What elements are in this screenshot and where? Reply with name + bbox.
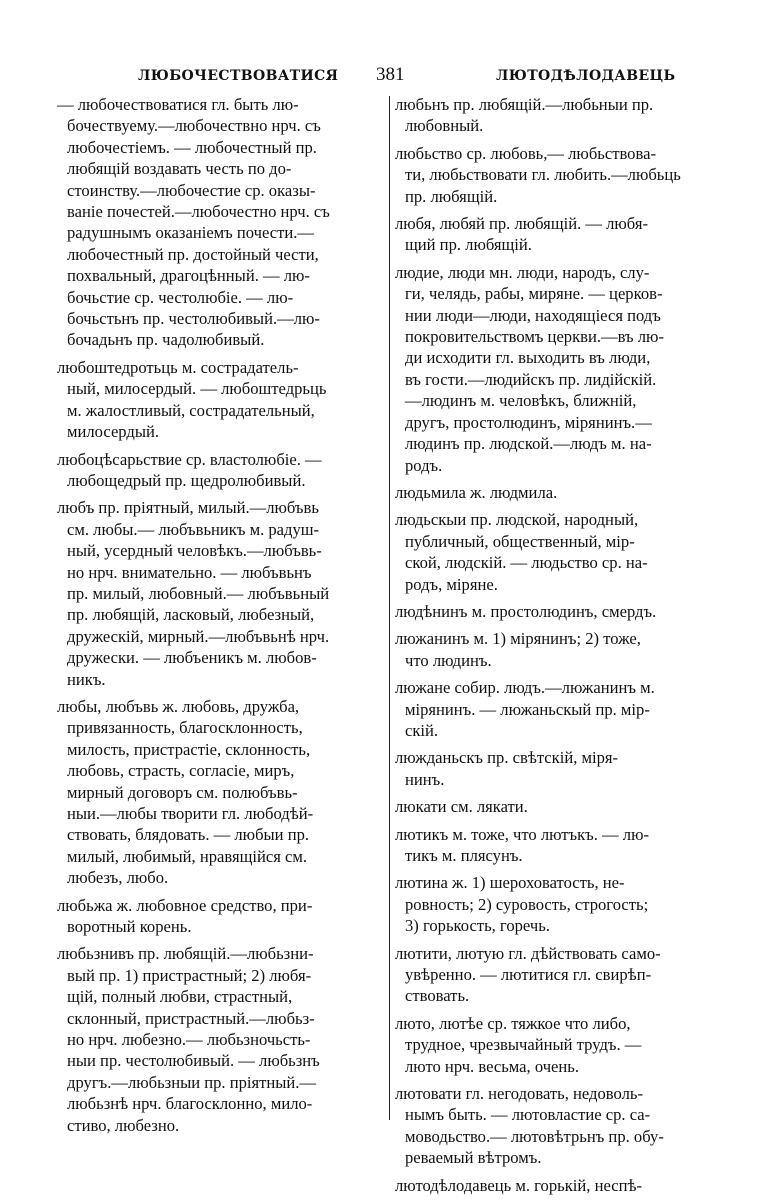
entry-line: другъ.—любьзныи пр. пріятный.— [67,1072,317,1092]
entry-line: людьмила ж. людмила. [395,482,558,502]
entry-line: бочьстьнъ пр. честолюбивый.—лю- [67,309,320,329]
dictionary-entry [395,824,721,867]
entry-line: ваніе почестей.—любочестно нрч. съ [67,202,330,222]
entry-line: лютити, лютую гл. дѣйствовать само- [395,943,661,963]
entry-line: ныи.—любы творити гл. любодѣй- [67,804,314,823]
entry-line: люкати см. лякати. [395,797,528,817]
dictionary-entry [395,1013,721,1077]
left-column [57,94,382,1142]
dictionary-entry [57,895,382,938]
entry-line: ди исходити гл. выходить въ люди, [405,348,651,368]
entry-line: людьскыи пр. людской, народный, [395,510,639,530]
entry-line: люжане собир. людъ.—люжанинъ м. [395,678,655,698]
entry-line: лютовати гл. негодовать, недоволь- [395,1084,643,1104]
entry-line: пр. милый, любовный.— любъвьный [67,583,330,603]
dictionary-entry [395,1083,721,1169]
dictionary-entry [395,143,721,207]
entry-line: — любочествоватися гл. быть лю- [57,95,299,114]
entry-line: мірянинъ. — люжаньскый пр. мір- [405,699,650,719]
entry-line: ный, милосердый. — любоштедрьць [67,379,327,399]
entry-line: ской, людскій. — людьство ср. на- [405,553,648,573]
dictionary-entry [395,677,721,741]
entry-line: нымъ быть. — лютовластие ср. са- [405,1105,651,1125]
entry-line: дружески. — любъеникъ м. любов- [67,648,317,668]
entry-line: родъ. [405,455,443,475]
entry-line: любовный. [405,116,484,136]
entry-line: любьзнѣ нрч. благосклонно, мило- [67,1094,313,1114]
dictionary-entry [57,357,382,443]
entry-line: ствовать. [405,986,470,1006]
entry-line: реваемый вѣтромъ. [405,1148,542,1168]
entry-line: похвальный, драгоцѣнный. — лю- [67,266,310,286]
entry-line: милый, любимый, нравящійся см. [67,846,308,866]
entry-line: пр. любящій, ласковый, любезный, [67,605,315,625]
entry-line: пр. любящій. [405,186,498,206]
entry-line: милость, пристрастіе, склонность, [67,739,311,759]
dictionary-entry [395,94,721,137]
entry-line: лютодѣлодавець м. горькій, неспѣ- [395,1175,643,1195]
entry-line: любьство ср. любовь,— любьствова- [395,143,656,163]
dictionary-entry [395,796,721,817]
entry-line: любовь, страсть, согласіе, миръ, [67,761,295,781]
entry-line: любоцѣсарьствие ср. властолюбіе. — [57,449,322,469]
entry-line: воротный корень. [67,917,192,937]
entry-line: ровность; 2) суровость, строгость; [405,894,649,914]
entry-line: ствовать, блядовать. — любыи пр. [67,825,310,845]
page-header [56,62,716,90]
entry-line: нинъ. [405,769,445,789]
entry-line: нии люди—люди, находящіеся подъ [405,305,661,325]
entry-line: людинъ пр. людской.—людъ м. на- [405,434,652,454]
entry-line: —людинъ м. человѣкъ, ближній, [405,391,637,411]
entry-line: любьжа ж. любовное средство, при- [57,895,313,915]
entry-line: людѣнинъ м. простолюдинъ, смердъ. [395,601,657,621]
entry-line: никъ. [67,669,106,689]
entry-line: родъ, міряне. [405,574,498,594]
entry-line: 3) горькость, горечь. [405,916,550,936]
dictionary-entry [395,1175,721,1196]
dictionary-entry [395,872,721,936]
left-running-head: ЛЮБОЧЕСТВОВАТИСЯ [138,68,339,84]
entry-line: любезъ, любо. [67,868,169,888]
page-number: 381 [376,64,405,85]
entry-line: привязанность, благосклонность, [67,718,303,738]
entry-line: люжанинъ м. 1) мірянинъ; 2) тоже, [395,629,641,649]
entry-line: ти, любьствовати гл. любить.—любьць [405,165,681,185]
entry-line: склонный, пристрастный.—любьз- [67,1008,315,1028]
entry-line: м. жалостливый, сострадательный, [67,400,315,420]
entry-line: щий пр. любящій. [405,235,532,255]
dictionary-entry [395,213,721,256]
column-divider [389,96,390,1120]
entry-line: любочестный пр. достойный чести, [67,244,319,264]
entry-line: тикъ м. плясунъ. [405,846,523,865]
entry-line: лютикъ м. тоже, что лютъкъ. — лю- [395,824,650,844]
dictionary-entry [395,482,721,503]
entry-line: увѣренно. — лютитися гл. свирѣп- [405,965,652,985]
entry-line: бочьстие ср. честолюбіе. — лю- [67,287,294,307]
entry-line: дружескій, мирный.—любъвьнѣ нрч. [67,626,330,646]
entry-line: моводьство.— лютовѣтрьнъ пр. обу- [405,1126,664,1146]
entry-line: любочестіемъ. — любочестный пр. [67,137,317,157]
entry-line: но нрч. любезно.— любьзночьсть- [67,1030,311,1050]
entry-line: покровительствомъ церкви.—въ лю- [405,327,664,347]
right-running-head: ЛЮТОДѢЛОДАВЕЦЬ [496,68,676,84]
entry-line: радушнымъ оказаніемъ почести.— [67,223,315,243]
entry-line: ги, челядь, рабы, миряне. — церков- [405,284,663,304]
entry-line: трудное, чрезвычайный трудъ. — [405,1035,642,1055]
dictionary-entry [57,449,382,492]
entry-line: любъ пр. пріятный, милый.—любъвь [57,498,319,518]
entry-line: вый пр. 1) пристрастный; 2) любя- [67,965,312,985]
entry-line: но нрч. внимательно. — любъвьнъ [67,562,312,582]
entry-line: люто нрч. весьма, очень. [405,1056,580,1076]
entry-line: стиво, любезно. [67,1115,180,1135]
entry-line: любьзнивъ пр. любящій.—любьзни- [57,944,314,964]
entry-line: мирный договоръ см. полюбъвь- [67,782,298,802]
entry-line: любощедрый пр. щедролюбивый. [67,470,306,490]
dictionary-entry [57,696,382,889]
dictionary-entry [57,94,382,351]
entry-line: милосердый. [67,422,160,442]
entry-line: люто, лютѣе ср. тяжкое что либо, [395,1013,631,1033]
entry-line: любоштедротьць м. сострадатель- [57,357,299,377]
entry-line: ный, усердный человѣкъ.—любъвь- [67,541,322,561]
dictionary-entry [395,262,721,476]
dictionary-entry [57,497,382,690]
entry-line: скій. [405,720,439,740]
dictionary-entry [395,601,721,622]
dictionary-entry [57,943,382,1136]
entry-line: что людинъ. [405,650,492,670]
entry-line: людие, люди мн. люди, народъ, слу- [395,262,650,282]
entry-line: публичный, общественный, мір- [405,531,635,551]
entry-line: стоинству.—любочестие ср. оказы- [67,180,316,200]
entry-line: бочествуему.—любочествно нрч. съ [67,116,321,136]
entry-line: другъ, простолюдинъ, мірянинъ.— [405,412,652,432]
dictionary-entry [395,509,721,595]
entry-line: любы, любъвь ж. любовь, дружба, [57,696,300,716]
entry-line: лютина ж. 1) шероховатость, не- [395,873,625,893]
entry-line: бочадьнъ пр. чадолюбивый. [67,330,265,350]
dictionary-entry [395,628,721,671]
right-column [395,94,721,1202]
entry-line: любя, любяй пр. любящій. — любя- [395,214,648,234]
entry-line: ныи пр. честолюбивый. — любьзнъ [67,1051,320,1071]
entry-line: см. любы.— любъвьникъ м. радуш- [67,519,320,539]
entry-line: любящій воздавать честь по до- [67,159,292,179]
entry-line: въ гости.—людийскъ пр. лидійскій. [405,369,657,389]
entry-line: любьнъ пр. любящій.—любьныи пр. [395,95,654,114]
dictionary-entry [395,747,721,790]
entry-line: щій, полный любви, страстный, [67,987,293,1007]
entry-line: люжданьскъ пр. свѣтскій, міря- [395,748,619,768]
dictionary-entry [395,943,721,1007]
